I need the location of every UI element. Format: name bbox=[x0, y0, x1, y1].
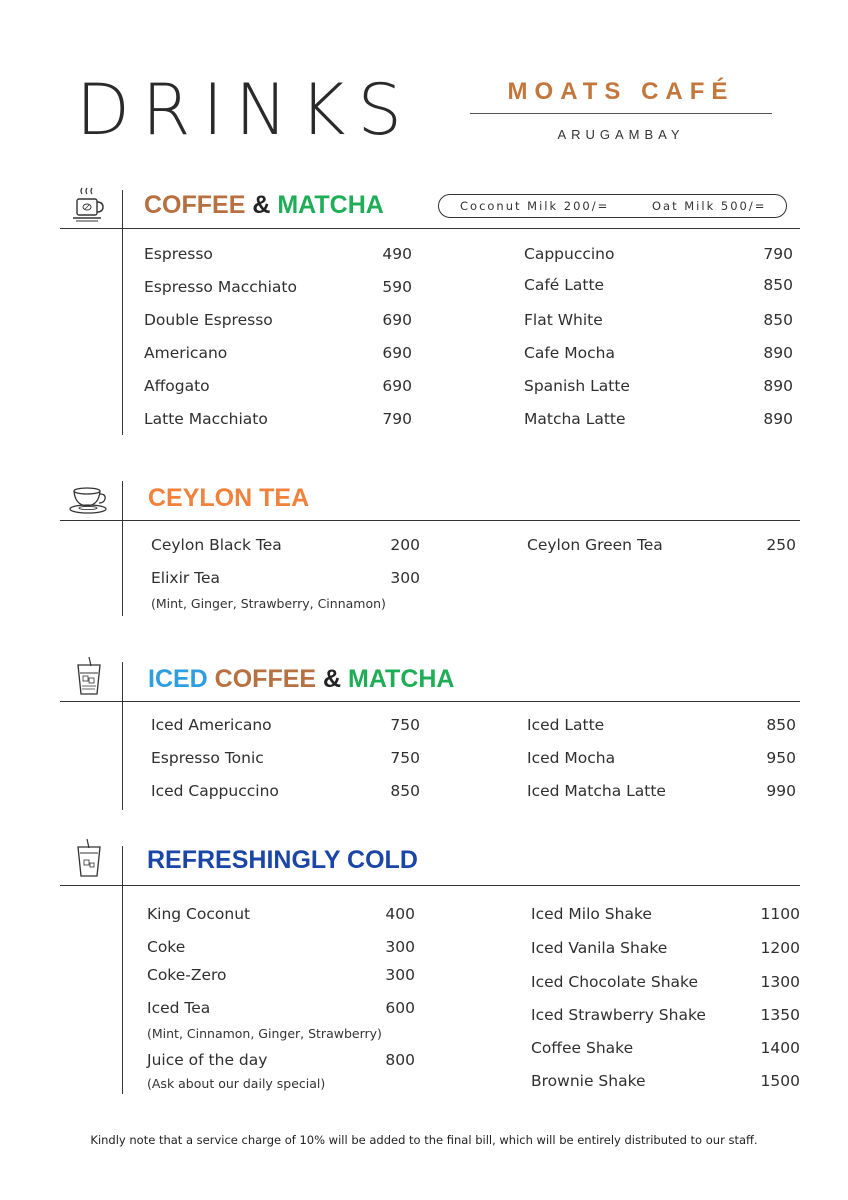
menu-item-price: 690 bbox=[382, 344, 412, 362]
menu-item-price: 850 bbox=[763, 276, 793, 294]
section-divider bbox=[60, 520, 800, 521]
menu-item-price: 890 bbox=[763, 410, 793, 428]
milk-options-badge bbox=[438, 194, 787, 218]
teacup-icon bbox=[68, 484, 110, 516]
menu-item-price: 690 bbox=[382, 311, 412, 329]
menu-item-price: 300 bbox=[385, 938, 415, 956]
menu-item-price: 750 bbox=[390, 716, 420, 734]
menu-item: Espresso bbox=[144, 245, 213, 263]
menu-item: Coffee Shake bbox=[531, 1039, 634, 1057]
item-note: (Mint, Ginger, Strawberry, Cinnamon) bbox=[151, 596, 386, 611]
menu-item: Coke bbox=[147, 938, 186, 956]
section-divider bbox=[60, 701, 800, 702]
menu-item-price: 800 bbox=[385, 1051, 415, 1069]
menu-item-price: 690 bbox=[382, 377, 412, 395]
menu-item-price: 890 bbox=[763, 377, 793, 395]
menu-item-price: 200 bbox=[390, 536, 420, 554]
menu-item-price: 300 bbox=[390, 569, 420, 587]
menu-item-price: 1200 bbox=[760, 939, 800, 957]
menu-item-price: 790 bbox=[763, 245, 793, 263]
menu-item: Iced Strawberry Shake bbox=[531, 1006, 706, 1024]
menu-item: Ceylon Black Tea bbox=[151, 536, 282, 554]
menu-item: King Coconut bbox=[147, 905, 251, 923]
coffee-cup-icon bbox=[72, 186, 106, 226]
menu-item-price: 790 bbox=[382, 410, 412, 428]
menu-item: Americano bbox=[144, 344, 228, 362]
menu-item: Iced Latte bbox=[527, 716, 605, 734]
section-divider bbox=[60, 885, 800, 886]
menu-item: Elixir Tea bbox=[151, 569, 221, 587]
section-title-coffee: COFFEE & MATCHA bbox=[144, 191, 384, 219]
menu-item: Iced Cappuccino bbox=[151, 782, 279, 800]
menu-item: Iced Mocha bbox=[527, 749, 616, 767]
item-note: (Ask about our daily special) bbox=[147, 1076, 326, 1091]
menu-item: Espresso Tonic bbox=[151, 749, 264, 767]
menu-item-price: 400 bbox=[385, 905, 415, 923]
coconut-milk-option: Coconut Milk 200/= bbox=[460, 199, 610, 213]
menu-item: Latte Macchiato bbox=[144, 410, 268, 428]
menu-item-price: 590 bbox=[382, 278, 412, 296]
page-title: DRINKS bbox=[76, 69, 414, 151]
menu-item-price: 1350 bbox=[760, 1006, 800, 1024]
menu-item: Brownie Shake bbox=[531, 1072, 646, 1090]
menu-item-price: 1500 bbox=[760, 1072, 800, 1090]
menu-item: Coke-Zero bbox=[147, 966, 227, 984]
section-title-iced: ICED COFFEE & MATCHA bbox=[148, 665, 455, 693]
menu-item: Café Latte bbox=[524, 276, 605, 294]
menu-item-price: 1300 bbox=[760, 973, 800, 991]
menu-item: Spanish Latte bbox=[524, 377, 630, 395]
menu-item: Affogato bbox=[144, 377, 210, 395]
menu-item-price: 300 bbox=[385, 966, 415, 984]
menu-item: Espresso Macchiato bbox=[144, 278, 297, 296]
menu-item-price: 1400 bbox=[760, 1039, 800, 1057]
menu-item: Iced Tea bbox=[147, 999, 211, 1017]
iced-coffee-icon bbox=[76, 656, 102, 696]
iced-drink-icon bbox=[76, 838, 102, 878]
item-note: (Mint, Cinnamon, Ginger, Strawberry) bbox=[147, 1026, 382, 1041]
menu-item: Cappuccino bbox=[524, 245, 615, 263]
menu-item: Double Espresso bbox=[144, 311, 273, 329]
menu-item-price: 990 bbox=[766, 782, 796, 800]
section-divider-vertical bbox=[122, 846, 123, 1094]
menu-item-price: 850 bbox=[766, 716, 796, 734]
menu-item: Matcha Latte bbox=[524, 410, 626, 428]
menu-item-price: 490 bbox=[382, 245, 412, 263]
menu-item: Ceylon Green Tea bbox=[527, 536, 663, 554]
section-divider-vertical bbox=[122, 481, 123, 616]
menu-item: Iced Americano bbox=[151, 716, 272, 734]
menu-item-price: 890 bbox=[763, 344, 793, 362]
menu-item-price: 600 bbox=[385, 999, 415, 1017]
menu-item-price: 950 bbox=[766, 749, 796, 767]
menu-item-price: 250 bbox=[766, 536, 796, 554]
section-title-cold: REFRESHINGLY COLD bbox=[147, 846, 418, 874]
menu-item-price: 850 bbox=[763, 311, 793, 329]
header-divider bbox=[470, 113, 772, 114]
menu-item-price: 750 bbox=[390, 749, 420, 767]
section-divider-vertical bbox=[122, 190, 123, 435]
service-charge-note: Kindly note that a service charge of 10% will be added to the final bill, which will be entirely distributed to our staff. bbox=[90, 1133, 758, 1147]
menu-item: Iced Vanila Shake bbox=[531, 939, 668, 957]
section-divider-vertical bbox=[122, 662, 123, 810]
menu-item: Cafe Mocha bbox=[524, 344, 615, 362]
section-title-tea: CEYLON TEA bbox=[148, 484, 310, 512]
oat-milk-option: Oat Milk 500/= bbox=[652, 199, 767, 213]
menu-item: Juice of the day bbox=[147, 1051, 268, 1069]
menu-item: Iced Chocolate Shake bbox=[531, 973, 698, 991]
menu-item-price: 850 bbox=[390, 782, 420, 800]
cafe-name: MOATS CAFÉ bbox=[507, 78, 735, 105]
menu-item-price: 1100 bbox=[760, 905, 800, 923]
menu-item: Iced Matcha Latte bbox=[527, 782, 666, 800]
section-divider bbox=[60, 228, 800, 229]
menu-item: Flat White bbox=[524, 311, 603, 329]
cafe-location: ARUGAMBAY bbox=[557, 127, 685, 142]
menu-item: Iced Milo Shake bbox=[531, 905, 652, 923]
